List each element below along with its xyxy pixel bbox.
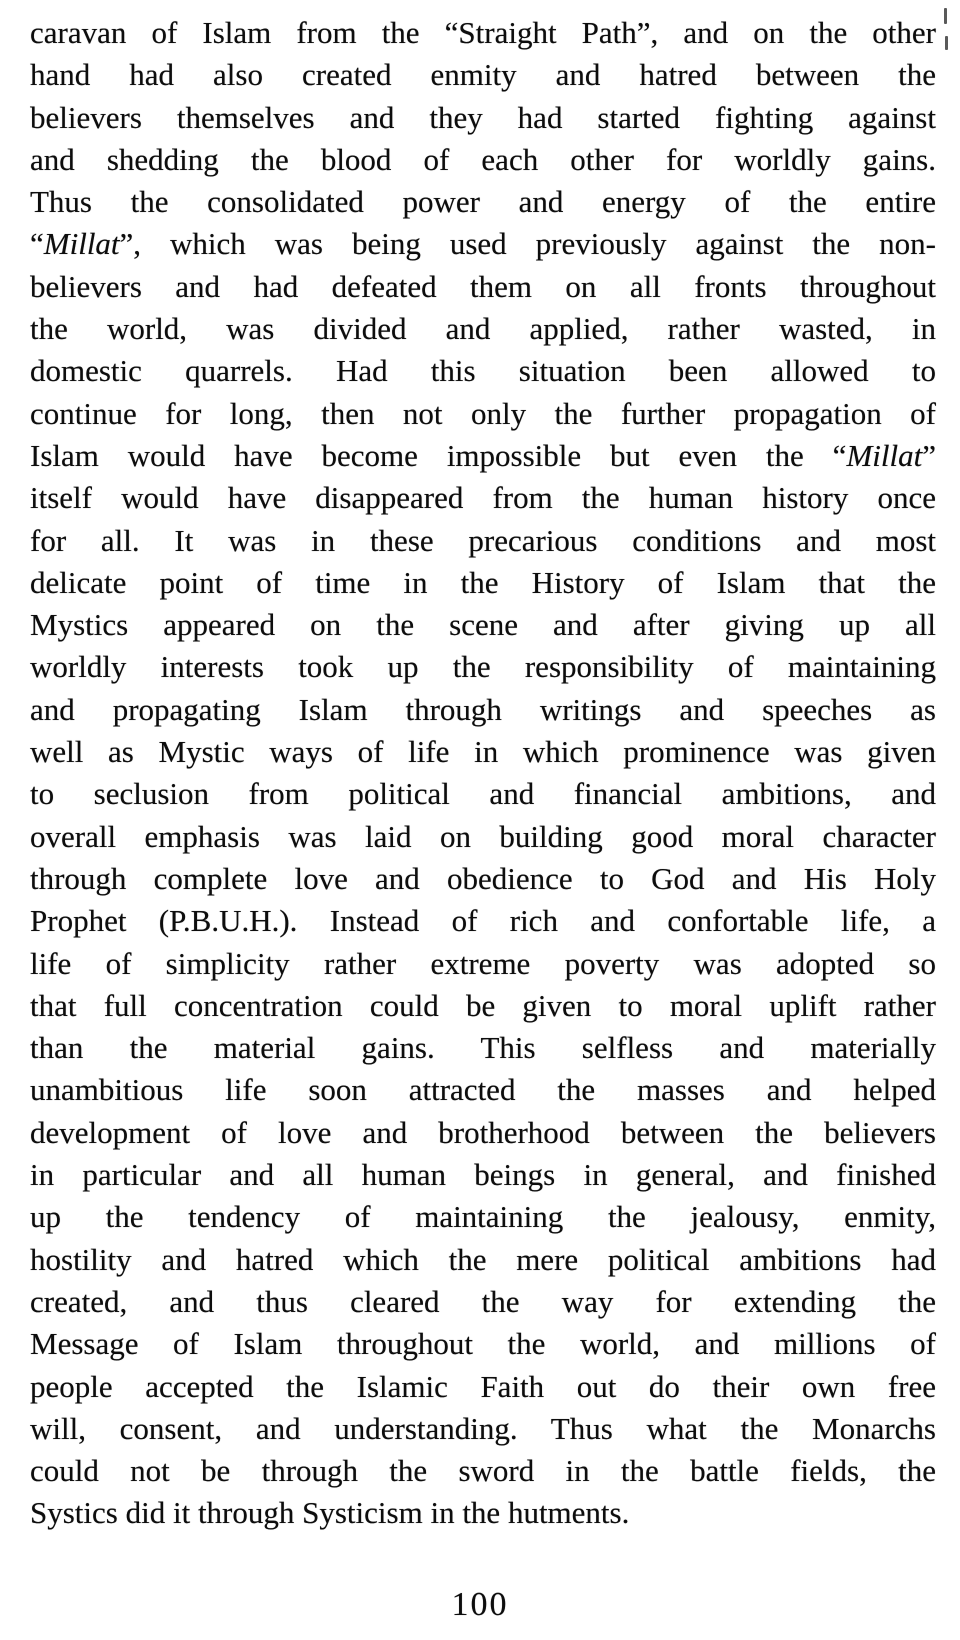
scan-artifact	[944, 8, 947, 24]
text-line: that full concentration could be given to moral uplift rather	[30, 987, 936, 1023]
text-line: overall emphasis was laid on building good moral character	[30, 818, 936, 854]
text-line: through complete love and obedience to God and His Holy	[30, 860, 936, 896]
text-line: domestic quarrels. Had this situation been allowed to	[30, 353, 936, 389]
text-line: unambitious life soon attracted the masses and helped	[30, 1072, 936, 1108]
text-line: up the tendency of maintaining the jealousy, enmity,	[30, 1199, 936, 1235]
text-line: could not be through the sword in the battle fields, the	[30, 1453, 936, 1489]
page-text	[30, 12, 936, 1535]
text-line: continue for long, then not only the further propagation of	[30, 395, 936, 431]
page-number: 100	[451, 1586, 509, 1623]
text-line: Message of Islam throughout the world, and millions of	[30, 1326, 936, 1362]
text-line: and shedding the blood of each other for worldly gains.	[30, 141, 936, 177]
text-line: worldly interests took up the responsibility of maintaining	[30, 649, 936, 685]
text-line: “Millat”, which was being used previously against the non-	[30, 226, 936, 262]
text-line: will, consent, and understanding. Thus what the Monarchs	[30, 1410, 936, 1446]
text-line: well as Mystic ways of life in which prominence was given	[30, 734, 936, 770]
text-line: Systics did it through Systicism in the hutments.	[30, 1495, 630, 1531]
text-line: people accepted the Islamic Faith out do their own free	[30, 1368, 936, 1404]
text-line: development of love and brotherhood between the believers	[30, 1114, 936, 1150]
text-line: hand had also created enmity and hatred between the	[30, 57, 936, 93]
scan-artifact	[945, 36, 948, 50]
text-line: believers themselves and they had started fighting against	[30, 99, 936, 135]
italic-term: Millat	[43, 226, 120, 262]
text-line: for all. It was in these precarious conditions and most	[30, 522, 936, 558]
text-line: than the material gains. This selfless and materially	[30, 1030, 936, 1066]
text-line: Islam would have become impossible but even the “Millat”	[30, 437, 936, 473]
text-line: Mystics appeared on the scene and after giving up all	[30, 607, 936, 643]
text-line: life of simplicity rather extreme poverty was adopted so	[30, 945, 936, 981]
text-line: believers and had defeated them on all fronts throughout	[30, 268, 936, 304]
text-line: in particular and all human beings in general, and finished	[30, 1157, 936, 1193]
text-line: Thus the consolidated power and energy of the entire	[30, 184, 936, 220]
text-line: and propagating Islam through writings and speeches as	[30, 691, 936, 727]
text-line: Prophet (P.B.U.H.). Instead of rich and confortable life, a	[30, 903, 936, 939]
text-line: to seclusion from political and financial ambitions, and	[30, 776, 936, 812]
text-line: caravan of Islam from the “Straight Path”, and on the other	[30, 15, 936, 50]
text-line: itself would have disappeared from the human history once	[30, 480, 936, 516]
text-line: hostility and hatred which the mere political ambitions had	[30, 1241, 936, 1277]
italic-term: Millat	[846, 437, 923, 473]
text-line: the world, was divided and applied, rather wasted, in	[30, 311, 936, 347]
text-line: delicate point of time in the History of Islam that the	[30, 564, 936, 600]
text-line: created, and thus cleared the way for extending the	[30, 1283, 936, 1319]
